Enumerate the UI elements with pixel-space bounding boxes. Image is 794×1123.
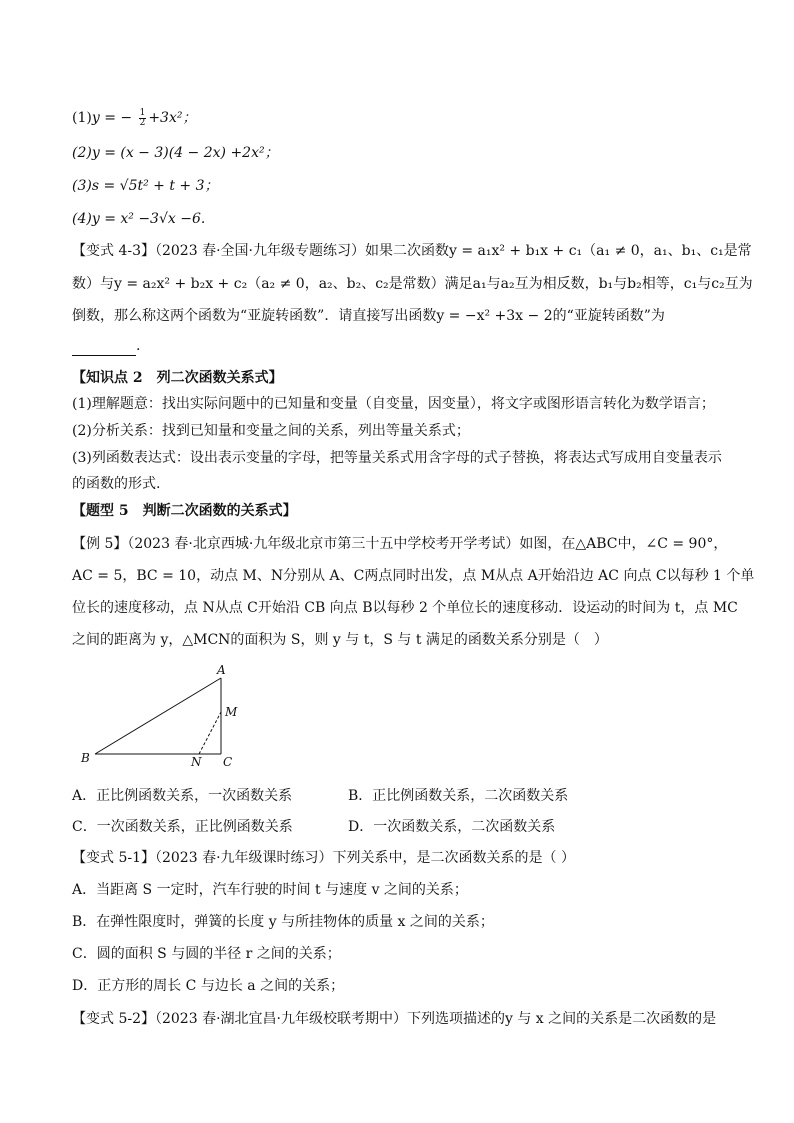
side-ab bbox=[95, 678, 221, 754]
variant-5-1-option-a[interactable]: A．当距离 S 一定时，汽车行驶的时间 t 与速度 v 之间的关系； bbox=[72, 882, 468, 898]
variant-5-1-option-b[interactable]: B．在弹性限度时，弹簧的长度 y 与所挂物体的质量 x 之间的关系； bbox=[72, 914, 494, 930]
equation-1-body: y = − bbox=[91, 110, 137, 126]
equation-1-number: (1) bbox=[72, 110, 92, 126]
variant-4-3-line-3: 倒数，那么称这两个函数为“亚旋转函数”．请直接写出函数y = −x² +3x − 2的“亚旋转函数”为 bbox=[72, 308, 665, 324]
knowledge-item-3-line-1: (3)列函数表达式：设出表示变量的字母，把等量关系式用含字母的式子替换，将表达式写成用自变量表示 bbox=[72, 450, 722, 466]
knowledge-item-1: (1)理解题意：找出实际问题中的已知量和变量（自变量，因变量），将文字或图形语言转化为数学语言； bbox=[72, 396, 715, 412]
example-5-line-3: 位长的速度移动，点 N从点 C开始沿 CB 向点 B以每秒 2 个单位长的速度移动．设运动的时间为 t，点 MC bbox=[72, 600, 738, 616]
equation-1-tail: +3x²； bbox=[148, 110, 197, 126]
knowledge-item-2: (2)分析关系：找到已知量和变量之间的关系，列出等量关系式； bbox=[72, 423, 470, 439]
vertex-label-c: C bbox=[223, 755, 233, 769]
equation-2: (2)y = (x − 3)(4 − 2x) +2x²； bbox=[72, 145, 279, 161]
answer-period: . bbox=[136, 338, 141, 354]
variant-5-1-option-d[interactable]: D．正方形的周长 C 与边长 a 之间的关系； bbox=[72, 978, 345, 994]
variant-4-3-line-2: 数）与y = a₂x² + b₂x + c₂（a₂ ≠ 0，a₂、b₂、c₂是常数）满足a₁与a₂互为相反数，b₁与b₂相等，c₁与c₂互为 bbox=[72, 276, 753, 292]
option-d[interactable]: D．一次函数关系，二次函数关系 bbox=[348, 819, 556, 835]
knowledge-point-2-heading: 【知识点 2 列二次函数关系式】 bbox=[72, 370, 283, 386]
variant-5-1-stem: 【变式 5-1】（2023 春·九年级课时练习）下列关系中，是二次函数关系的是（ ） bbox=[72, 850, 575, 866]
equation-4: (4)y = x² −3√x −6. bbox=[72, 211, 206, 227]
option-a[interactable]: A．正比例函数关系，一次函数关系 bbox=[72, 788, 293, 804]
option-b[interactable]: B．正比例函数关系，二次函数关系 bbox=[348, 788, 569, 804]
example-5-line-2: AC = 5，BC = 10，动点 M、N分别从 A、C两点同时出发，点 M从点 A开始沿边 AC 向点 C以每秒 1 个单 bbox=[72, 568, 755, 584]
knowledge-item-3-line-2: 的函数的形式. bbox=[72, 476, 161, 492]
point-label-n: N bbox=[191, 755, 202, 769]
answer-blank[interactable] bbox=[72, 341, 136, 356]
fraction-numerator: 1 bbox=[139, 107, 146, 118]
variant-5-1-option-c[interactable]: C．圆的面积 S 与圆的半径 r 之间的关系； bbox=[72, 946, 341, 962]
variant-4-3-answer-line bbox=[72, 336, 140, 356]
example-5-line-1: 【例 5】（2023 春·北京西城·九年级北京市第三十五中学校考开学考试）如图，在△ABC中，∠C = 90°， bbox=[72, 536, 728, 552]
example-5-line-4: 之间的距离为 y，△MCN的面积为 S，则 y 与 t，S 与 t 满足的函数关系分别是（ ） bbox=[72, 632, 608, 648]
fraction bbox=[139, 109, 147, 128]
variant-4-3-line-1: 【变式 4-3】（2023 春·全国·九年级专题练习）如果二次函数y = a₁x² + b₁x + c₁（a₁ ≠ 0，a₁、b₁、c₁是常 bbox=[72, 243, 752, 259]
variant-5-2-stem: 【变式 5-2】（2023 春·湖北宜昌·九年级校联考期中）下列选项描述的y 与 x 之间的关系是二次函数的是 bbox=[72, 1011, 717, 1027]
type-5-heading: 【题型 5 判断二次函数的关系式】 bbox=[72, 503, 297, 519]
fraction-denominator: 2 bbox=[139, 117, 146, 128]
vertex-label-a: A bbox=[217, 663, 226, 677]
option-c[interactable]: C．一次函数关系，正比例函数关系 bbox=[72, 819, 293, 835]
equation-1 bbox=[72, 108, 196, 128]
triangle-figure bbox=[75, 662, 255, 774]
vertex-label-b: B bbox=[81, 751, 90, 765]
equation-3: (3)s = √5t² + t + 3； bbox=[72, 178, 219, 194]
segment-mn bbox=[199, 712, 221, 754]
point-label-m: M bbox=[225, 705, 238, 719]
